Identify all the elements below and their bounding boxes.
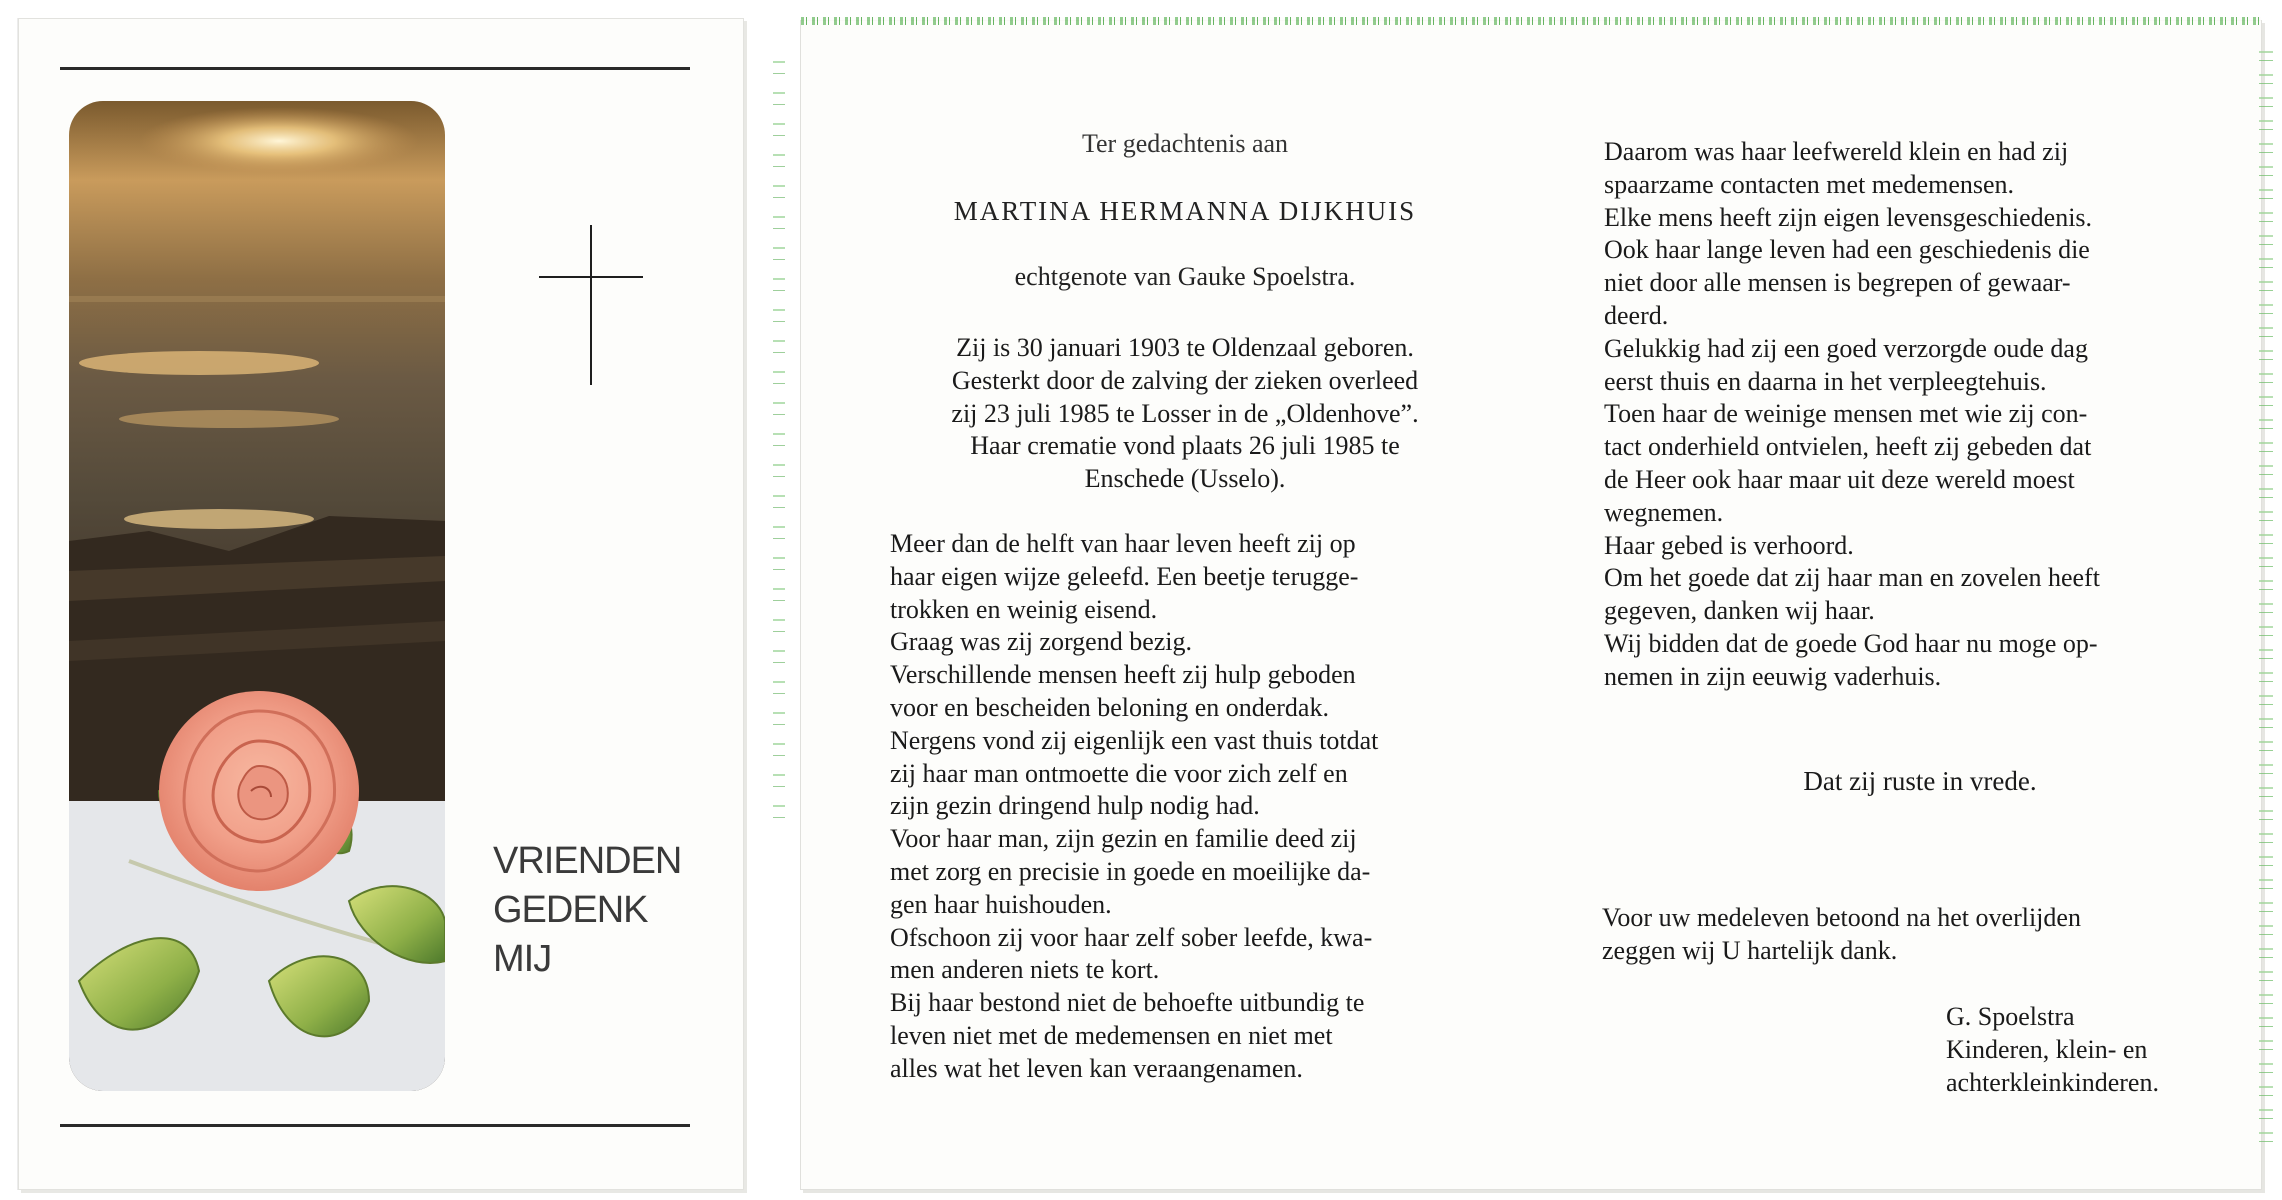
biography-line: Daarom was haar leefwereld klein en had zij <box>1604 137 2069 166</box>
deceased-name: MARTINA HERMANNA DIJKHUIS <box>953 196 1417 226</box>
biography-line: zij haar man ontmoette die voor zich zelf en <box>890 758 1348 788</box>
biography-line: Verschillende mensen heeft zij hulp geboden <box>890 660 1356 690</box>
biography-left-column <box>890 528 1510 1086</box>
biography-line: niet door alle mensen is begrepen of gewaar- <box>1604 268 2071 298</box>
biography-line: met zorg en precisie in goede en moeilijke da- <box>890 856 1371 886</box>
spouse-line: echtgenote van Gauke Spoelstra. <box>1014 262 1356 291</box>
signature-line: Kinderen, klein- en <box>1946 1034 2148 1064</box>
thanks-line: Voor uw medeleven betoond na het overlijden <box>1602 903 2081 932</box>
biography-line: nemen in zijn eeuwig vaderhuis. <box>1604 661 1942 691</box>
blessing-line: Dat zij ruste in vrede. <box>1803 766 2037 796</box>
facts-line: Enschede (Usselo). <box>1084 464 1286 494</box>
biography-line: deerd. <box>1604 300 1669 330</box>
biography-line: Ook haar lange leven had een geschiedenis die <box>1604 235 2090 265</box>
biography-line: Meer dan de helft van haar leven heeft zij op <box>890 529 1356 558</box>
biography-line: leven niet met de medemensen en niet met <box>890 1020 1333 1050</box>
biography-line: Graag was zij zorgend bezig. <box>890 627 1193 657</box>
biography-line: Bij haar bestond niet de behoefte uitbundig te <box>890 988 1365 1018</box>
biography-line: gegeven, danken wij haar. <box>1604 596 1875 626</box>
sunset-rose-photo <box>69 101 445 1091</box>
motto-line-1: VRIENDEN <box>493 840 682 882</box>
biography-line: men anderen niets te kort. <box>890 955 1160 985</box>
biography-line: wegnemen. <box>1604 497 1724 527</box>
biography-line: tact onderhield ontvielen, heeft zij gebeden dat <box>1604 432 2092 462</box>
biography-line: de Heer ook haar maar uit deze wereld moest <box>1604 464 2075 494</box>
signature-line: achterkleinkinderen. <box>1946 1067 2159 1097</box>
signature-line: G. Spoelstra <box>1946 1002 2075 1031</box>
facts-line: Haar crematie vond plaats 26 juli 1985 te <box>970 431 1400 461</box>
facts-line: zij 23 juli 1985 te Losser in de „Oldenhove”. <box>951 398 1419 428</box>
front-card <box>18 18 744 1190</box>
biography-line: Gelukkig had zij een goed verzorgde oude dag <box>1604 333 2088 363</box>
thanks-note <box>1602 902 2242 968</box>
signature-block <box>1946 1001 2236 1099</box>
cross-icon <box>539 225 643 385</box>
biography-line: Haar gebed is verhoord. <box>1604 530 1854 560</box>
bottom-rule <box>60 1124 690 1127</box>
biography-line: Ofschoon zij voor haar zelf sober leefde, kwa- <box>890 922 1373 952</box>
green-edge-top <box>801 17 2261 25</box>
biography-line: Wij bidden dat de goede God haar nu moge op- <box>1604 628 2098 658</box>
biography-line: Voor haar man, zijn gezin en familie deed zij <box>890 824 1357 854</box>
biography-line: voor en bescheiden beloning en onderdak. <box>890 692 1329 722</box>
front-motto <box>493 837 693 984</box>
biography-line: Toen haar de weinige mensen met wie zij con- <box>1604 399 2088 429</box>
facts-line: Zij is 30 januari 1903 te Oldenzaal geboren. <box>956 333 1414 362</box>
biography-line: haar eigen wijze geleefd. Een beetje terugge- <box>890 561 1359 591</box>
biography-line: trokken en weinig eisend. <box>890 594 1158 624</box>
dedication-line: Ter gedachtenis aan <box>1081 129 1289 158</box>
motto-line-2: GEDENK <box>493 889 648 931</box>
biography-line: spaarzame contacten met medemensen. <box>1604 169 2015 199</box>
biography-line: zijn gezin dringend hulp nodig had. <box>890 791 1260 821</box>
biography-line: eerst thuis en daarna in het verpleegtehuis. <box>1604 366 2047 396</box>
life-facts <box>880 332 1490 496</box>
biography-line: Elke mens heeft zijn eigen levensgeschiedenis. <box>1604 202 2093 232</box>
biography-line: Nergens vond zij eigenlijk een vast thuis totdat <box>890 725 1379 755</box>
green-edge-left <box>773 61 785 821</box>
biography-line: gen haar huishouden. <box>890 889 1112 919</box>
top-rule <box>60 67 690 70</box>
green-edge-right <box>2259 51 2273 1151</box>
biography-line: alles wat het leven kan veraangenamen. <box>890 1053 1303 1083</box>
biography-right-column <box>1604 136 2224 694</box>
thanks-line: zeggen wij U hartelijk dank. <box>1602 935 1898 965</box>
facts-line: Gesterkt door de zalving der zieken overleed <box>951 365 1419 395</box>
motto-line-3: MIJ <box>493 938 552 980</box>
biography-line: Om het goede dat zij haar man en zovelen heeft <box>1604 563 2100 593</box>
